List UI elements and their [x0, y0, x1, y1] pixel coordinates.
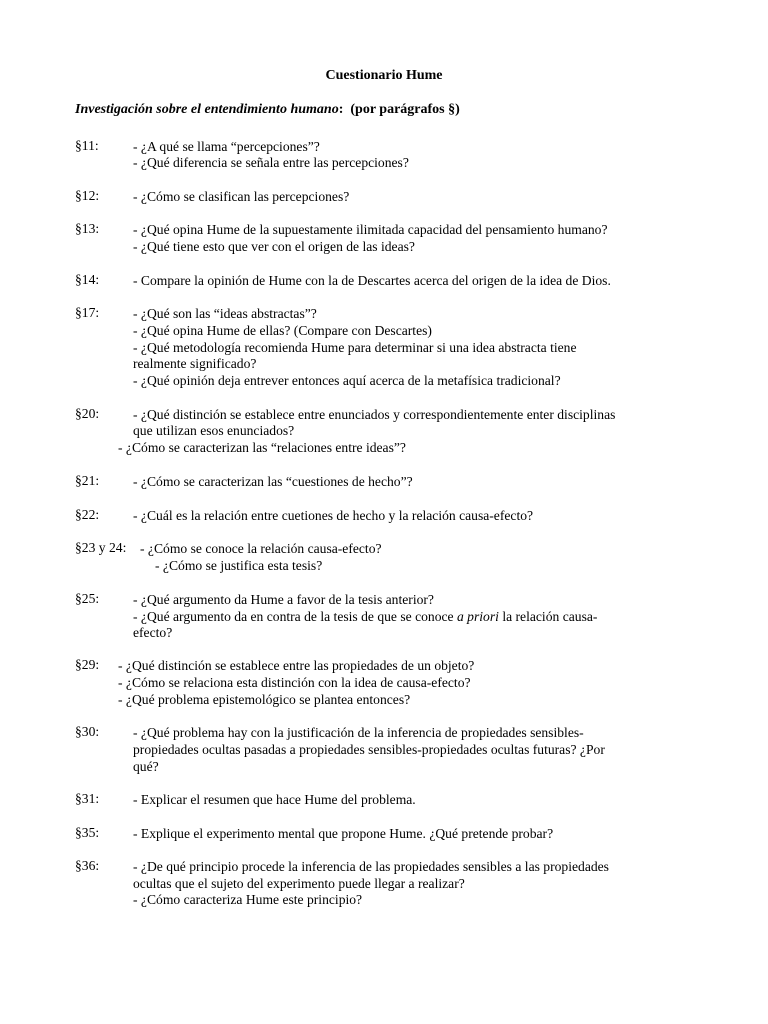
question-line: - ¿Cómo se conoce la relación causa-efecto? [140, 541, 382, 556]
question-line: que utilizan esos enunciados? [133, 423, 295, 438]
section-label: §25: [75, 591, 100, 606]
question-line: - ¿Qué metodología recomienda Hume para determinar si una idea abstracta tiene [133, 340, 577, 355]
question-line: - ¿Cómo se clasifican las percepciones? [133, 189, 350, 204]
question-line: - ¿Qué problema hay con la justificación de la inferencia de propiedades sensibles- [133, 725, 584, 740]
question-line: - ¿Qué opina Hume de ellas? (Compare con Descartes) [133, 323, 432, 338]
question-line: - ¿Cómo se justifica esta tesis? [155, 558, 323, 573]
section-label: §29: [75, 657, 100, 672]
section-label: §36: [75, 858, 100, 873]
question-line: - ¿De qué principio procede la inferencia de las propiedades sensibles a las propiedades [133, 859, 609, 874]
question-line: - ¿Qué opina Hume de la supuestamente ilimitada capacidad del pensamiento humano? [133, 222, 608, 237]
section-label: §31: [75, 791, 100, 806]
document-title: Cuestionario Hume [325, 68, 443, 83]
section-label: §30: [75, 724, 100, 739]
question-line: - ¿A qué se llama “percepciones”? [133, 139, 320, 154]
section-label: §20: [75, 406, 100, 421]
question-line: - ¿Cuál es la relación entre cuetiones de hecho y la relación causa-efecto? [133, 508, 534, 523]
question-line: - Explicar el resumen que hace Hume del problema. [133, 792, 416, 807]
question-line: - ¿Cómo se caracterizan las “cuestiones de hecho”? [133, 474, 413, 489]
question-line: efecto? [133, 625, 173, 640]
question-line: qué? [133, 759, 159, 774]
subtitle-work: Investigación sobre el entendimiento humano [75, 102, 339, 117]
section-label: §35: [75, 825, 100, 840]
italic-term: a priori [456, 609, 499, 624]
question-line: - ¿Qué argumento da Hume a favor de la tesis anterior? [133, 592, 434, 607]
section-label: §11: [75, 138, 99, 153]
subtitle-mode: (por parágrafos §) [350, 102, 460, 117]
question-line: - ¿Qué tiene esto que ver con el origen de las ideas? [133, 239, 415, 254]
question-line: - ¿Cómo se caracterizan las “relaciones entre ideas”? [118, 440, 406, 455]
section-label: §23 y 24: [75, 540, 127, 555]
section-label: §14: [75, 272, 100, 287]
question-line: - ¿Cómo caracteriza Hume este principio? [133, 892, 363, 907]
section-label: §22: [75, 507, 100, 522]
question-line: realmente significado? [133, 356, 257, 371]
question-line: - ¿Qué opinión deja entrever entonces aquí acerca de la metafísica tradicional? [133, 373, 561, 388]
document-subtitle [75, 102, 460, 118]
section-label: §13: [75, 221, 100, 236]
question-line: - ¿Qué problema epistemológico se plantea entonces? [118, 692, 411, 707]
question-line: - ¿Qué distinción se establece entre enunciados y correspondientemente enter disciplinas [133, 407, 616, 422]
question-line: ocultas que el sujeto del experimento puede llegar a realizar? [133, 876, 465, 891]
question-line: - Compare la opinión de Hume con la de Descartes acerca del origen de la idea de Dios. [133, 273, 611, 288]
question-line: propiedades ocultas pasadas a propiedades sensibles-propiedades ocultas futuras? ¿Por [133, 742, 605, 757]
section-label: §17: [75, 305, 100, 320]
section-label: §21: [75, 473, 100, 488]
question-text-cont: la relación causa- [498, 609, 598, 624]
question-line: - ¿Cómo se relaciona esta distinción con la idea de causa-efecto? [118, 675, 471, 690]
subtitle-sep: : [338, 102, 344, 117]
section-label: §12: [75, 188, 100, 203]
question-line: - ¿Qué diferencia se señala entre las percepciones? [133, 155, 409, 170]
question-line: - Explique el experimento mental que propone Hume. ¿Qué pretende probar? [133, 826, 554, 841]
question-line: - ¿Qué distinción se establece entre las propiedades de un objeto? [118, 658, 475, 673]
question-line [133, 608, 597, 625]
question-text: - ¿Qué argumento da en contra de la tesis de que se conoce [133, 609, 457, 624]
question-line: - ¿Qué son las “ideas abstractas”? [133, 306, 317, 321]
